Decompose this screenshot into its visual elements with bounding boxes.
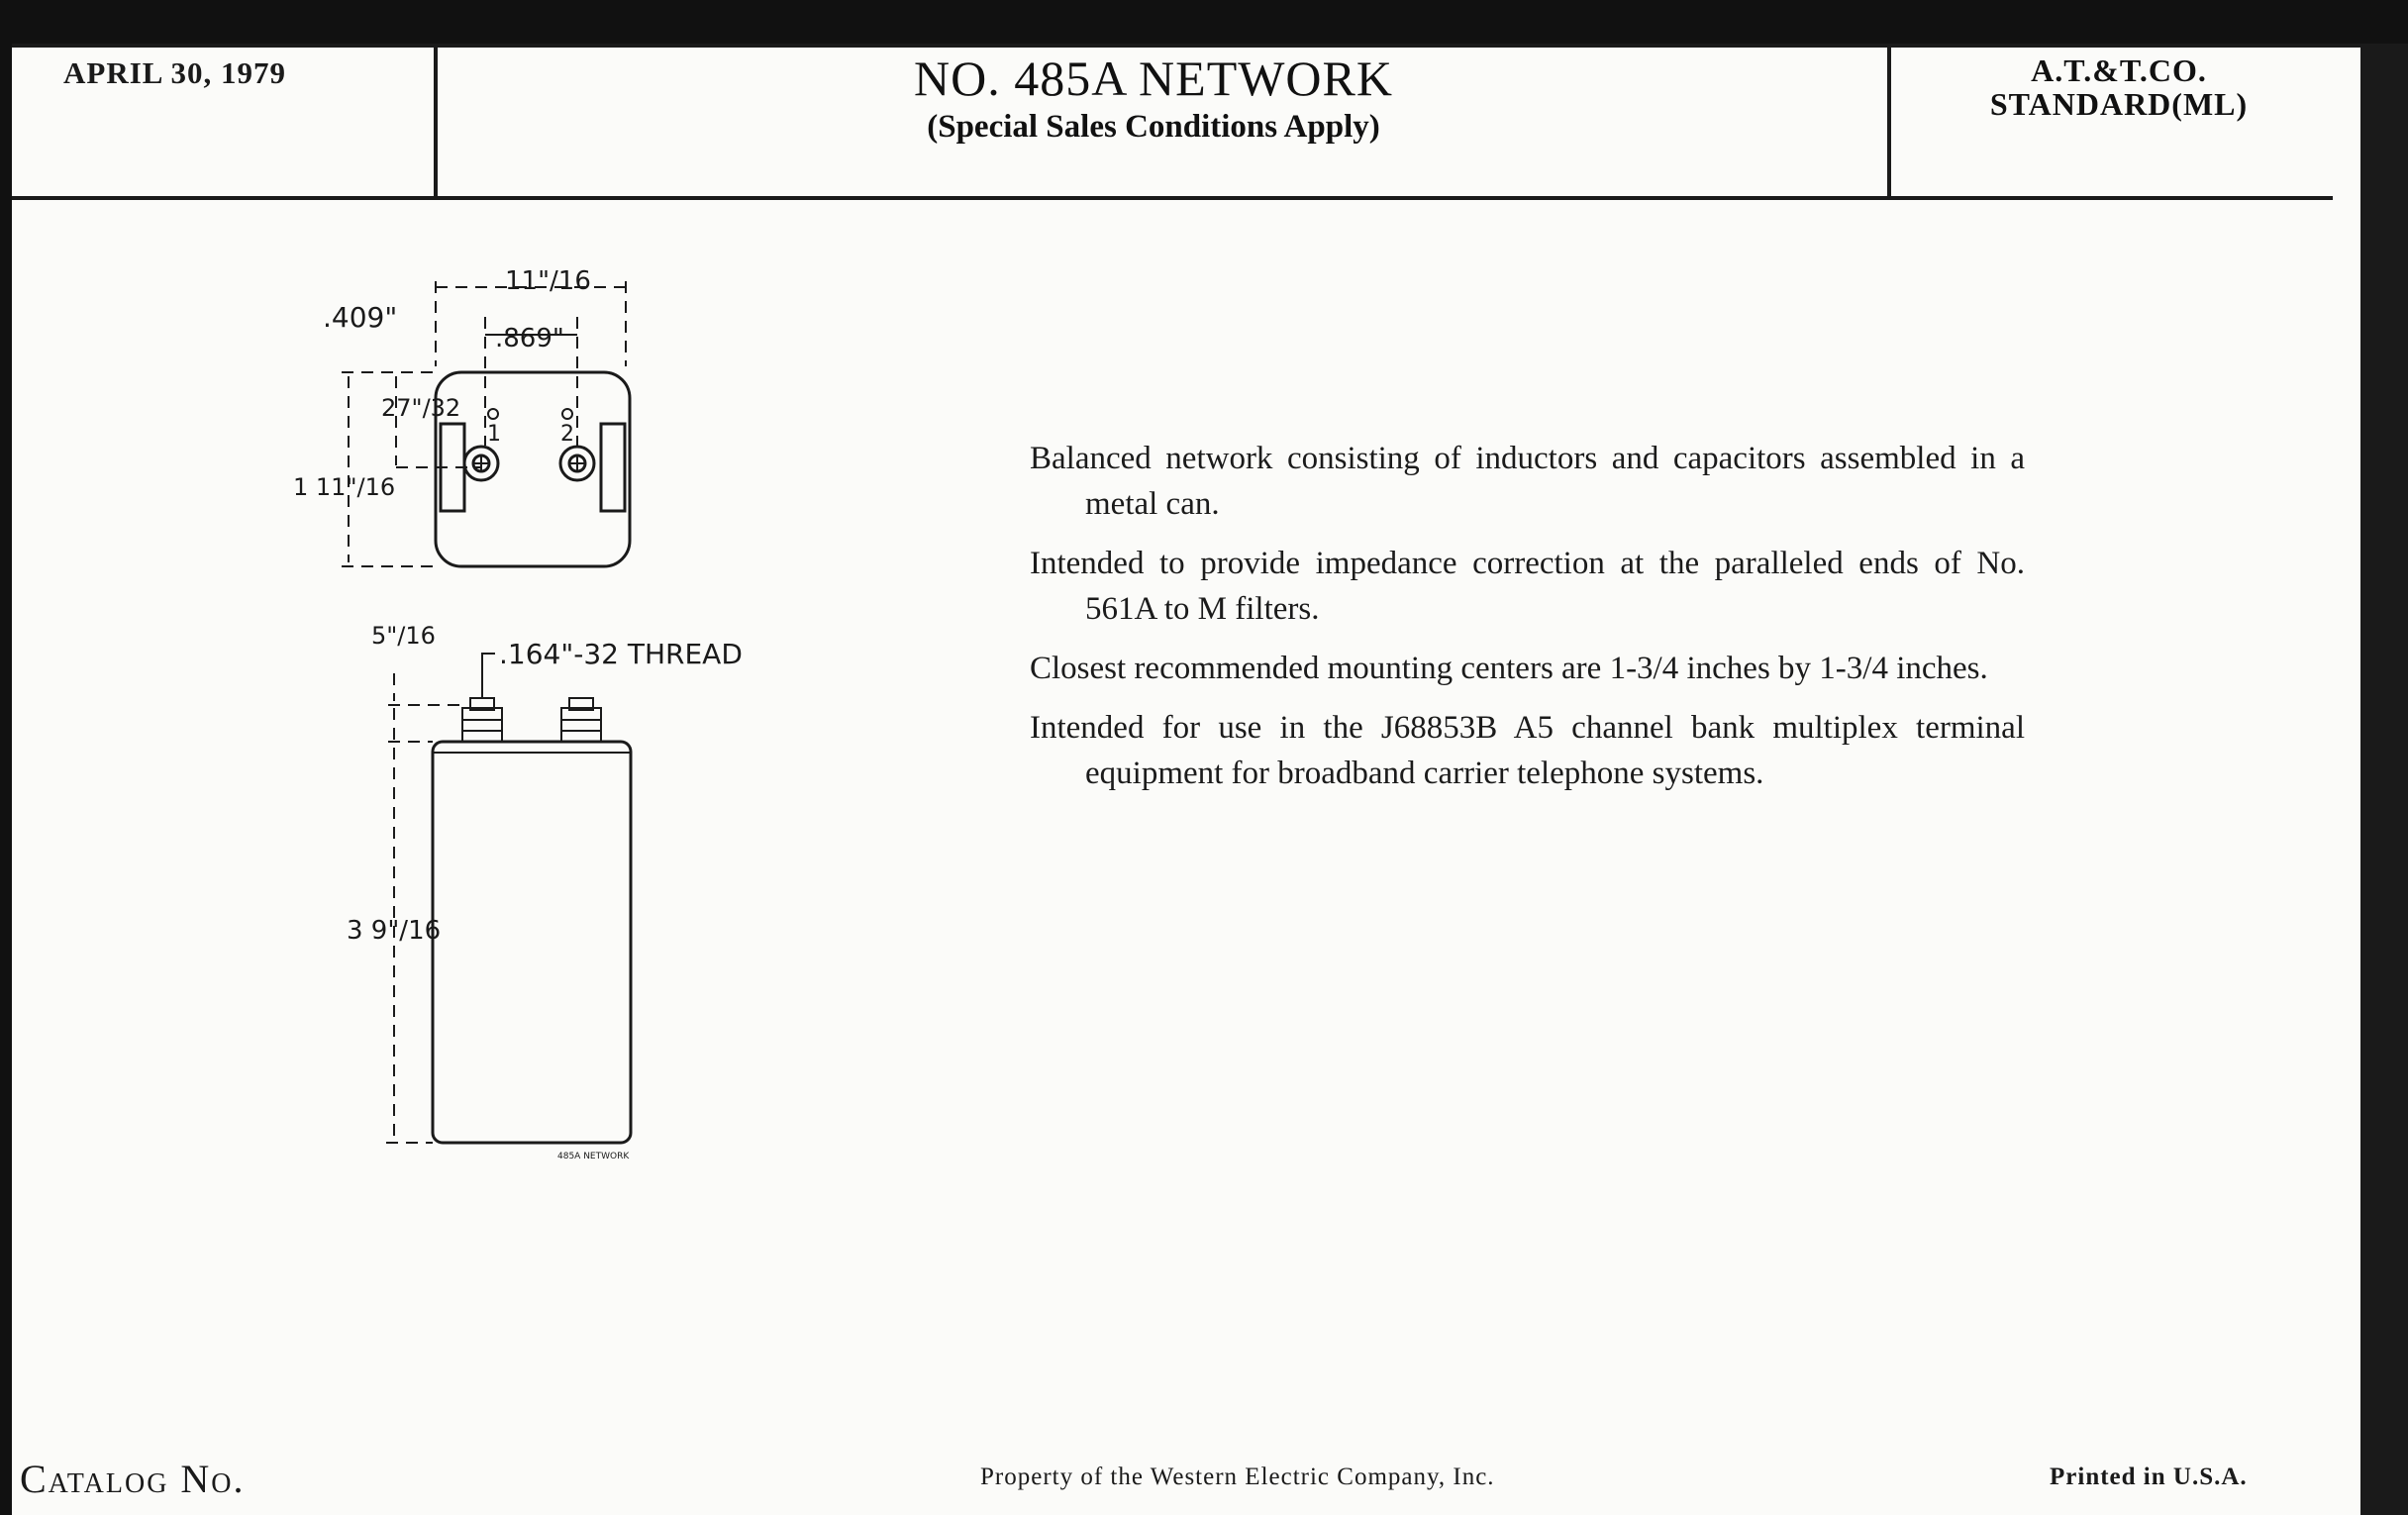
terminal-1-number: 1: [487, 422, 501, 447]
dim-terminal-height-label: 27"/32: [381, 394, 461, 422]
header-date: APRIL 30, 1979: [63, 55, 286, 90]
dim-width-label: 11"/16: [505, 266, 591, 296]
dim-left-offset-label: .409": [323, 301, 398, 334]
printed-in-label: Printed in U.S.A.: [2050, 1464, 2248, 1490]
description-paragraph: Balanced network consisting of inductors and capacitors assembled in a metal can.: [1030, 441, 2025, 522]
dim-can-height-label: 3 9"/16: [347, 916, 442, 946]
page-subtitle: (Special Sales Conditions Apply): [927, 109, 1380, 145]
network-dimension-drawing: [0, 0, 891, 1188]
property-notice: Property of the Western Electric Company, Inc.: [980, 1464, 1495, 1490]
header-org: [1886, 53, 2352, 121]
description-paragraph: Closest recommended mounting centers are 1-3/4 inches by 1-3/4 inches.: [1030, 651, 1988, 686]
right-mounting-tab: [601, 424, 625, 511]
drawing-note: 485A NETWORK: [557, 1152, 630, 1162]
dim-terminal-length-label: 5"/16: [371, 622, 436, 650]
page-title: NO. 485A NETWORK: [913, 50, 1394, 106]
terminal-2-number: 2: [560, 422, 574, 447]
description-paragraph: Intended to provide impedance correction at the paralleled ends of No. 561A to M filters.: [1030, 546, 2025, 627]
catalog-number-label: Catalog No.: [20, 1457, 246, 1501]
side-terminal-1: [462, 708, 502, 742]
description-block: [1030, 436, 2025, 810]
org-line-2: STANDARD(ML): [1989, 86, 2249, 122]
dim-spacing-label: .869": [495, 324, 564, 354]
side-terminal-2: [561, 708, 601, 742]
org-line-1: A.T.&T.CO.: [2031, 52, 2207, 88]
side-view-can: [433, 742, 631, 1143]
dim-overall-height-label: 1 11"/16: [293, 473, 396, 501]
description-paragraph: Intended for use in the J68853B A5 channel bank multiplex terminal equipment for broadband carrier telephone systems.: [1030, 710, 2025, 791]
card-right-edge: [2360, 44, 2408, 1515]
thread-label: .164"-32 THREAD: [499, 638, 743, 670]
